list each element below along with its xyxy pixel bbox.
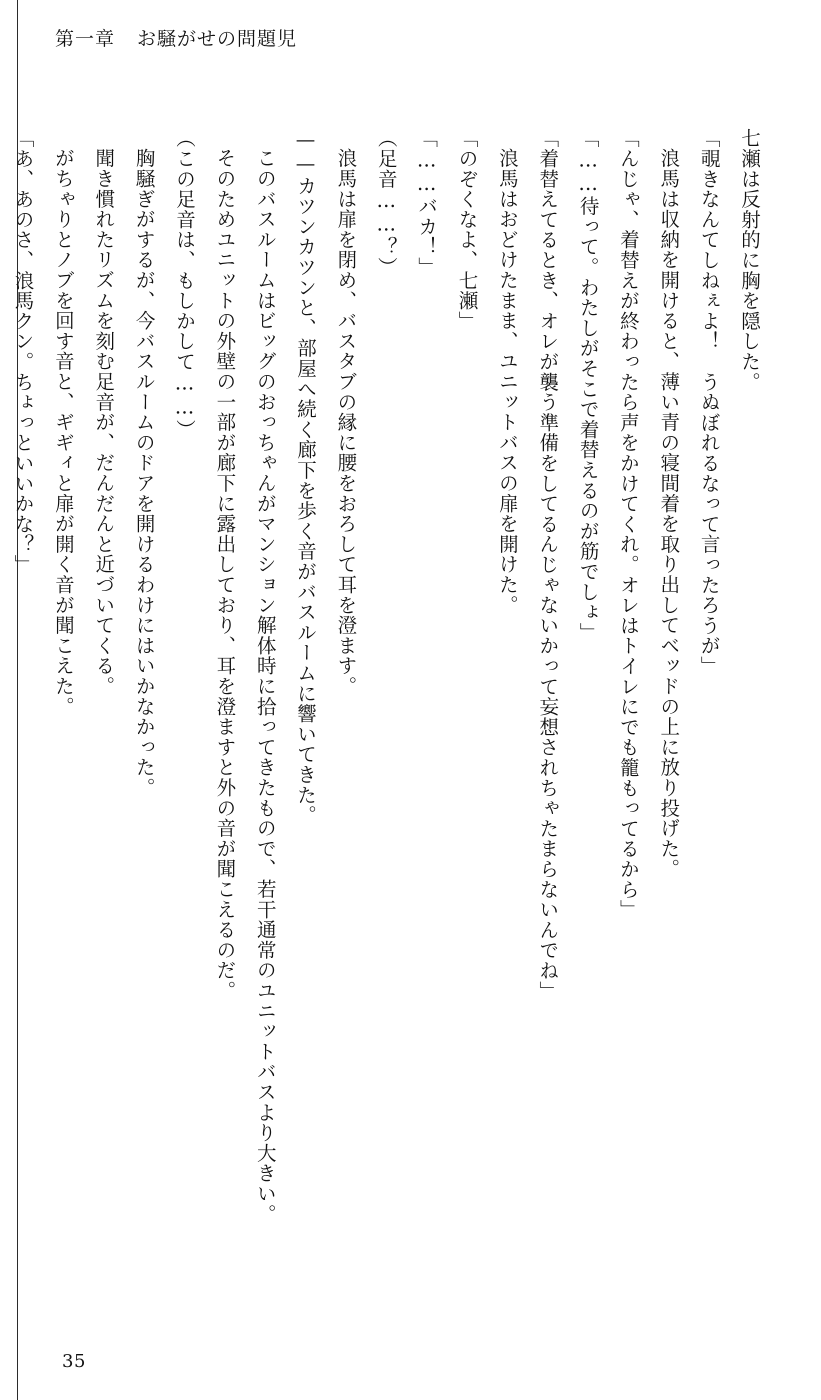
paragraph: そのためユニットの外壁の一部が廊下に露出しており、耳を澄ますと外の音が聞こえるのだ。 xyxy=(213,147,237,1001)
page-number: 35 xyxy=(62,1351,86,1372)
paragraph: 「んじゃ、着替えが終わったら声をかけてくれ。オレはトイレにでも籠もってるから」 xyxy=(616,128,640,920)
paragraph: （足音……？） xyxy=(374,128,398,278)
chapter-number: 第一章 xyxy=(55,28,116,50)
running-head xyxy=(55,24,297,51)
body-text xyxy=(11,128,769,1268)
paragraph: 浪馬は扉を閉め、バスタブの縁に腰をおろして耳を澄ます。 xyxy=(334,147,358,696)
paragraph: 聞き慣れたリズムを刻む足音が、だんだんと近づいてくる。 xyxy=(92,147,116,696)
paragraph: 「着替えてるとき、オレが襲う準備をしてるんじゃないかって妄想されちゃたまらないんでね」 xyxy=(536,128,560,1001)
chapter-title: お騒がせの問題児 xyxy=(137,28,298,50)
paragraph: 七瀬は反射的に胸を隠した。 xyxy=(738,128,761,392)
paragraph: 胸騒ぎがするが、今バスルームのドアを開けるわけにはいかなかった。 xyxy=(132,147,156,798)
paragraph: 「あ、あのさ、浪馬クン。ちょっといいかな？」 xyxy=(11,128,35,575)
paragraph xyxy=(0,128,2,1268)
paragraph: 「覗きなんてしねぇよ！ うぬぼれるなって言ったろうが」 xyxy=(697,128,721,677)
paragraph: このバスルームはビッグのおっちゃんがマンション解体時に拾ってきたもので、若干通常のユニットバスより大きい。 xyxy=(253,147,277,1224)
paragraph: 「……待って。わたしがそこで着替えるのが筋でしょ」 xyxy=(576,128,600,643)
paragraph: （この足音は、もしかして……） xyxy=(172,128,196,440)
paragraph: ——カツンカツンと、部屋へ続く廊下を歩く音がバスルームに響いてきた。 xyxy=(294,128,318,826)
paragraph: 浪馬は収納を開けると、薄い青の寝間着を取り出してベッドの上に放り投げた。 xyxy=(657,147,681,879)
paragraph: 「のぞくなよ、七瀬」 xyxy=(455,128,479,331)
paragraph: がちゃりとノブを回す音と、ギギィと扉が開く音が聞こえた。 xyxy=(51,147,75,716)
paragraph: 浪馬はおどけたまま、ユニットバスの扉を開けた。 xyxy=(495,147,519,615)
paragraph: 「……バカ！」 xyxy=(415,128,439,278)
